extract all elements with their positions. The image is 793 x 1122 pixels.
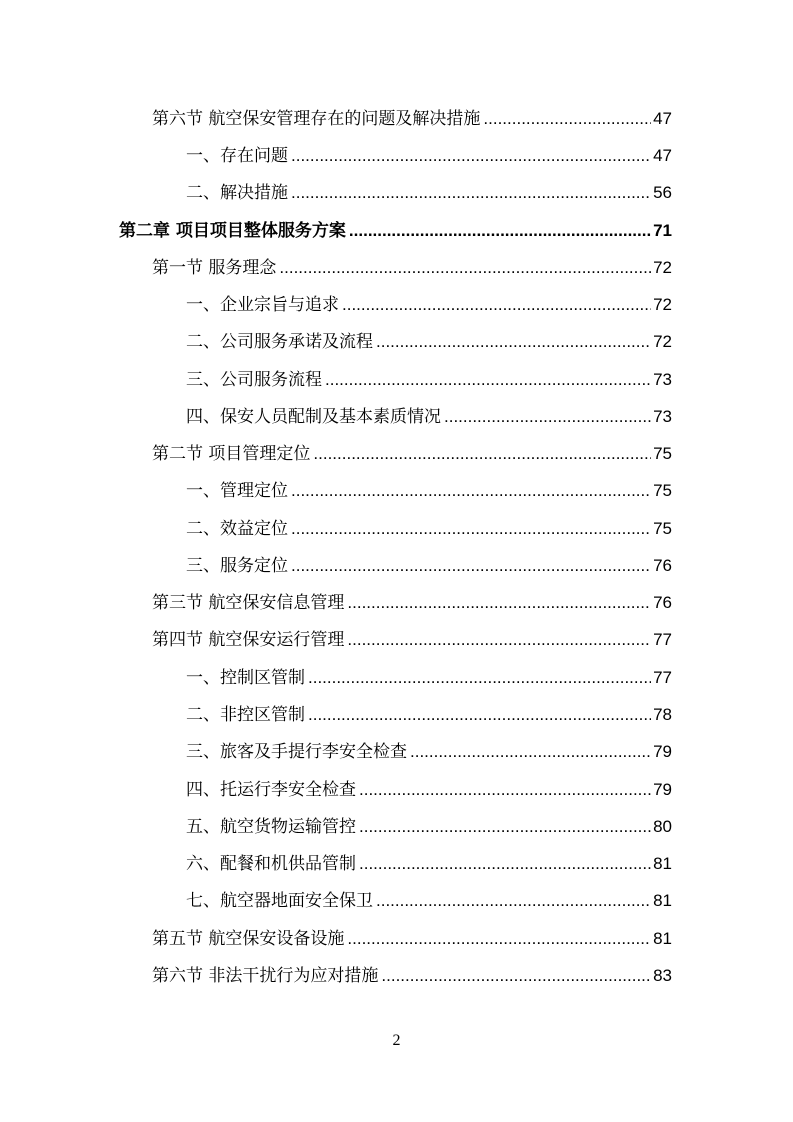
toc-entry[interactable] [186, 290, 672, 320]
toc-entry-page: 77 [653, 630, 672, 649]
toc-entry-label: 四、保安人员配制及基本素质情况 [186, 407, 441, 427]
toc-entry[interactable] [152, 439, 672, 469]
dot-leader [347, 588, 651, 618]
dot-leader [381, 961, 651, 991]
toc-entry-label: 二、解决措施 [186, 183, 288, 203]
page-number: 2 [392, 1032, 401, 1049]
dot-leader [359, 775, 651, 805]
toc-entry[interactable] [186, 141, 672, 171]
toc-entry[interactable] [186, 737, 672, 767]
toc-entry-label: 第三节 航空保安信息管理 [152, 593, 345, 613]
toc-entry[interactable] [186, 402, 672, 432]
toc-entry-label: 六、配餐和机供品管制 [186, 854, 356, 874]
toc-entry-label: 第六节 航空保安管理存在的问题及解决措施 [152, 109, 481, 129]
toc-entry[interactable] [152, 253, 672, 283]
dot-leader [308, 700, 651, 730]
toc-entry[interactable] [186, 812, 672, 842]
toc-entry-page: 80 [653, 817, 672, 836]
dot-leader [325, 365, 651, 395]
dot-leader [410, 737, 651, 767]
toc-entry-page: 72 [653, 332, 672, 351]
toc-entry[interactable] [186, 700, 672, 730]
dot-leader [359, 812, 651, 842]
toc-entry-page: 47 [653, 146, 672, 165]
toc-entry[interactable] [186, 775, 672, 805]
toc-entry-label: 四、托运行李安全检查 [186, 780, 356, 800]
toc-entry-label: 一、管理定位 [186, 481, 288, 501]
toc-chapter-entry[interactable] [119, 216, 672, 246]
toc-entry-label: 二、公司服务承诺及流程 [186, 332, 373, 352]
toc-entry-label: 一、控制区管制 [186, 668, 305, 688]
toc-entry-page: 56 [653, 183, 672, 202]
toc-entry-page: 71 [653, 221, 672, 240]
dot-leader [291, 514, 651, 544]
toc-entry-page: 77 [653, 668, 672, 687]
toc-entry-page: 76 [653, 556, 672, 575]
toc-entry[interactable] [152, 961, 672, 991]
toc-entry[interactable] [152, 625, 672, 655]
toc-entry[interactable] [186, 178, 672, 208]
toc-entry-page: 72 [653, 295, 672, 314]
toc-entry-label: 七、航空器地面安全保卫 [186, 891, 373, 911]
toc-entry-page: 73 [653, 370, 672, 389]
toc-entry-label: 第一节 服务理念 [152, 258, 277, 278]
toc-entry-label: 第四节 航空保安运行管理 [152, 630, 345, 650]
toc-entry-page: 83 [653, 966, 672, 985]
dot-leader [376, 886, 651, 916]
toc-entry[interactable] [186, 476, 672, 506]
dot-leader [444, 402, 651, 432]
toc-entry[interactable] [152, 588, 672, 618]
dot-leader [279, 253, 651, 283]
toc-entry-page: 75 [653, 444, 672, 463]
toc-entry-label: 第五节 航空保安设备设施 [152, 929, 345, 949]
toc-entry-label: 二、非控区管制 [186, 705, 305, 725]
toc-entry-page: 79 [653, 780, 672, 799]
toc-entry[interactable] [186, 849, 672, 879]
toc-entry-page: 75 [653, 481, 672, 500]
toc-entry[interactable] [186, 514, 672, 544]
dot-leader [349, 216, 651, 246]
dot-leader [347, 625, 651, 655]
toc-entry[interactable] [152, 104, 672, 134]
toc-entry-label: 第二章 项目项目整体服务方案 [119, 221, 346, 241]
dot-leader [291, 551, 651, 581]
toc-entry[interactable] [186, 663, 672, 693]
toc-entry-page: 75 [653, 519, 672, 538]
toc-entry[interactable] [186, 327, 672, 357]
toc-entry-label: 五、航空货物运输管控 [186, 817, 356, 837]
toc-entry[interactable] [186, 551, 672, 581]
dot-leader [291, 476, 651, 506]
toc-entry[interactable] [186, 886, 672, 916]
toc-entry-page: 78 [653, 705, 672, 724]
dot-leader [308, 663, 651, 693]
dot-leader [376, 327, 651, 357]
toc-entry-label: 第二节 项目管理定位 [152, 444, 311, 464]
toc-entry-page: 79 [653, 742, 672, 761]
toc-entry-page: 81 [653, 854, 672, 873]
toc-entry-label: 三、服务定位 [186, 556, 288, 576]
dot-leader [313, 439, 651, 469]
toc-entry-page: 73 [653, 407, 672, 426]
toc-entry-label: 三、公司服务流程 [186, 370, 322, 390]
toc-entry-page: 47 [653, 109, 672, 128]
toc-entry-page: 81 [653, 929, 672, 948]
dot-leader [347, 924, 651, 954]
toc-entry-page: 72 [653, 258, 672, 277]
dot-leader [291, 178, 651, 208]
toc-entry-label: 一、企业宗旨与追求 [186, 295, 339, 315]
dot-leader [359, 849, 651, 879]
dot-leader [483, 104, 651, 134]
toc-entry[interactable] [186, 365, 672, 395]
toc-entry[interactable] [152, 924, 672, 954]
dot-leader [291, 141, 651, 171]
toc-entry-page: 81 [653, 891, 672, 910]
toc-entry-label: 第六节 非法干扰行为应对措施 [152, 966, 379, 986]
toc-entry-label: 一、存在问题 [186, 146, 288, 166]
toc-entry-label: 三、旅客及手提行李安全检查 [186, 742, 407, 762]
toc-entry-page: 76 [653, 593, 672, 612]
toc-entry-label: 二、效益定位 [186, 519, 288, 539]
dot-leader [342, 290, 651, 320]
